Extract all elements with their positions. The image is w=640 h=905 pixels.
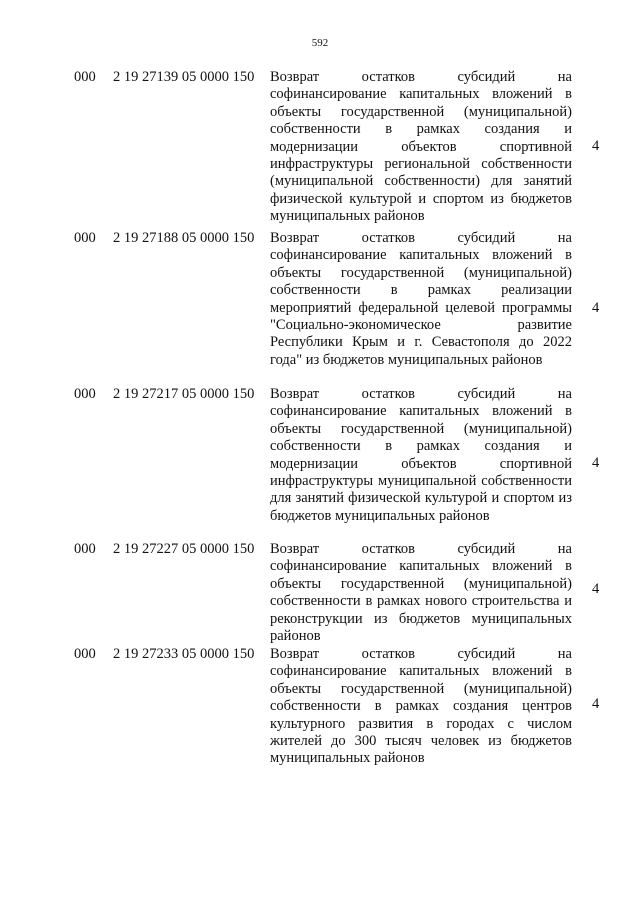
- row-value: 4: [592, 455, 600, 471]
- row-value: 4: [592, 581, 600, 597]
- budget-classification-code: 2 19 27188 05 0000 150: [113, 230, 255, 246]
- budget-classification-code: 2 19 27227 05 0000 150: [113, 541, 255, 557]
- page-number: 592: [311, 37, 329, 49]
- admin-code: 000: [74, 541, 96, 557]
- row-description: Возврат остатков субсидий на софинансирование капитальных вложений в объекты государственной (муниципальной) собственности в рамках реализации мероприятий федеральной целевой программы "Социально-экономическое развитие Республики Крым и г. Севастополя до 2022 года" из бюджетов муниципальных районов: [270, 230, 572, 368]
- budget-classification-code: 2 19 27233 05 0000 150: [113, 646, 255, 662]
- admin-code: 000: [74, 69, 96, 85]
- admin-code: 000: [74, 230, 96, 246]
- row-description: Возврат остатков субсидий на софинансирование капитальных вложений в объекты государственной (муниципальной) собственности в рамках нового строительства и реконструкции из бюджетов муниципальных районов: [270, 541, 572, 645]
- row-description: Возврат остатков субсидий на софинансирование капитальных вложений в объекты государственной (муниципальной) собственности в рамках создания и модернизации объектов спортивной инфраструктуры региональной собственности (муниципальной собственности) для занятий физической культурой и спортом из бюджетов муниципальных районов: [270, 69, 572, 225]
- row-description: Возврат остатков субсидий на софинансирование капитальных вложений в объекты государственной (муниципальной) собственности в рамках создания центров культурного развития в городах с числом жителей до 300 тысяч человек из бюджетов муниципальных районов: [270, 646, 572, 767]
- row-description: Возврат остатков субсидий на софинансирование капитальных вложений в объекты государственной (муниципальной) собственности в рамках создания и модернизации объектов спортивной инфраструктуры муниципальной собственности для занятий физической культурой и спортом из бюджетов муниципальных районов: [270, 386, 572, 524]
- budget-classification-code: 2 19 27139 05 0000 150: [113, 69, 255, 85]
- budget-classification-code: 2 19 27217 05 0000 150: [113, 386, 255, 402]
- row-value: 4: [592, 300, 600, 316]
- row-value: 4: [592, 696, 600, 712]
- admin-code: 000: [74, 386, 96, 402]
- admin-code: 000: [74, 646, 96, 662]
- row-value: 4: [592, 138, 600, 154]
